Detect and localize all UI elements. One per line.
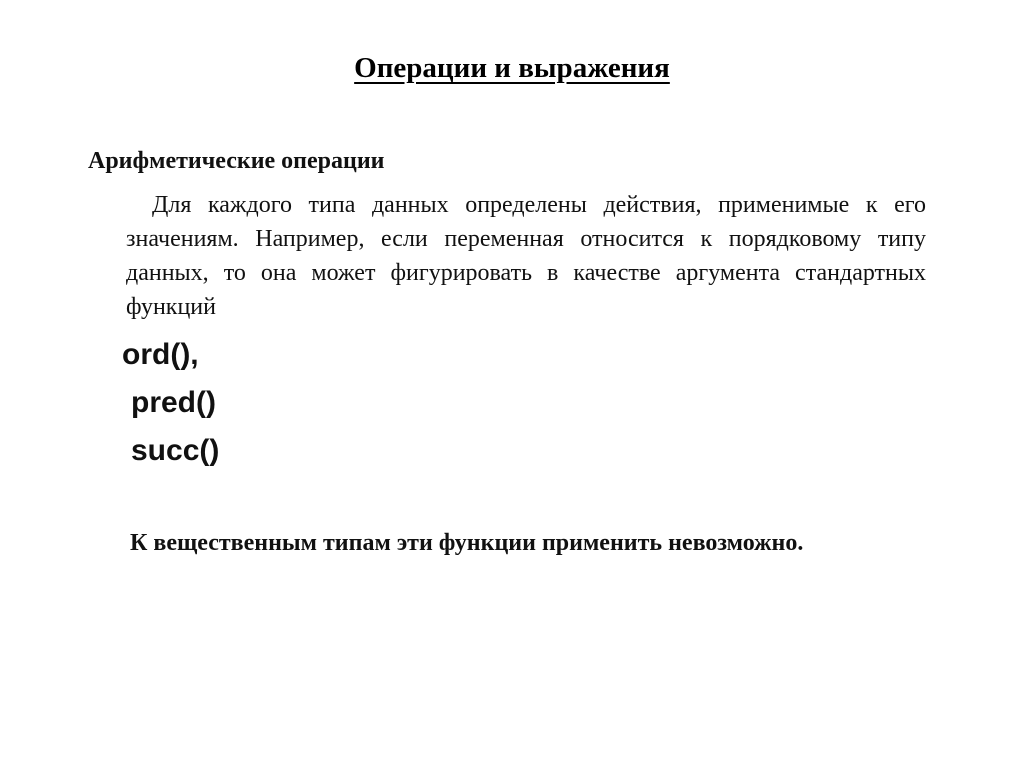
function-succ: succ(): [131, 434, 220, 467]
function-pred: pred(): [131, 386, 216, 419]
slide-title: Операции и выражения: [354, 52, 670, 84]
conclusion-text: К вещественным типам эти функции применить невозможно.: [130, 530, 804, 556]
body-paragraph: Для каждого типа данных определены действия, применимые к его значениям. Например, если переменная относится к порядковому типу данных, то она может фигурировать в качестве аргумента стандартных функций: [126, 192, 926, 320]
section-heading: Арифметические операции: [88, 148, 385, 174]
function-ord: ord(),: [122, 338, 199, 371]
